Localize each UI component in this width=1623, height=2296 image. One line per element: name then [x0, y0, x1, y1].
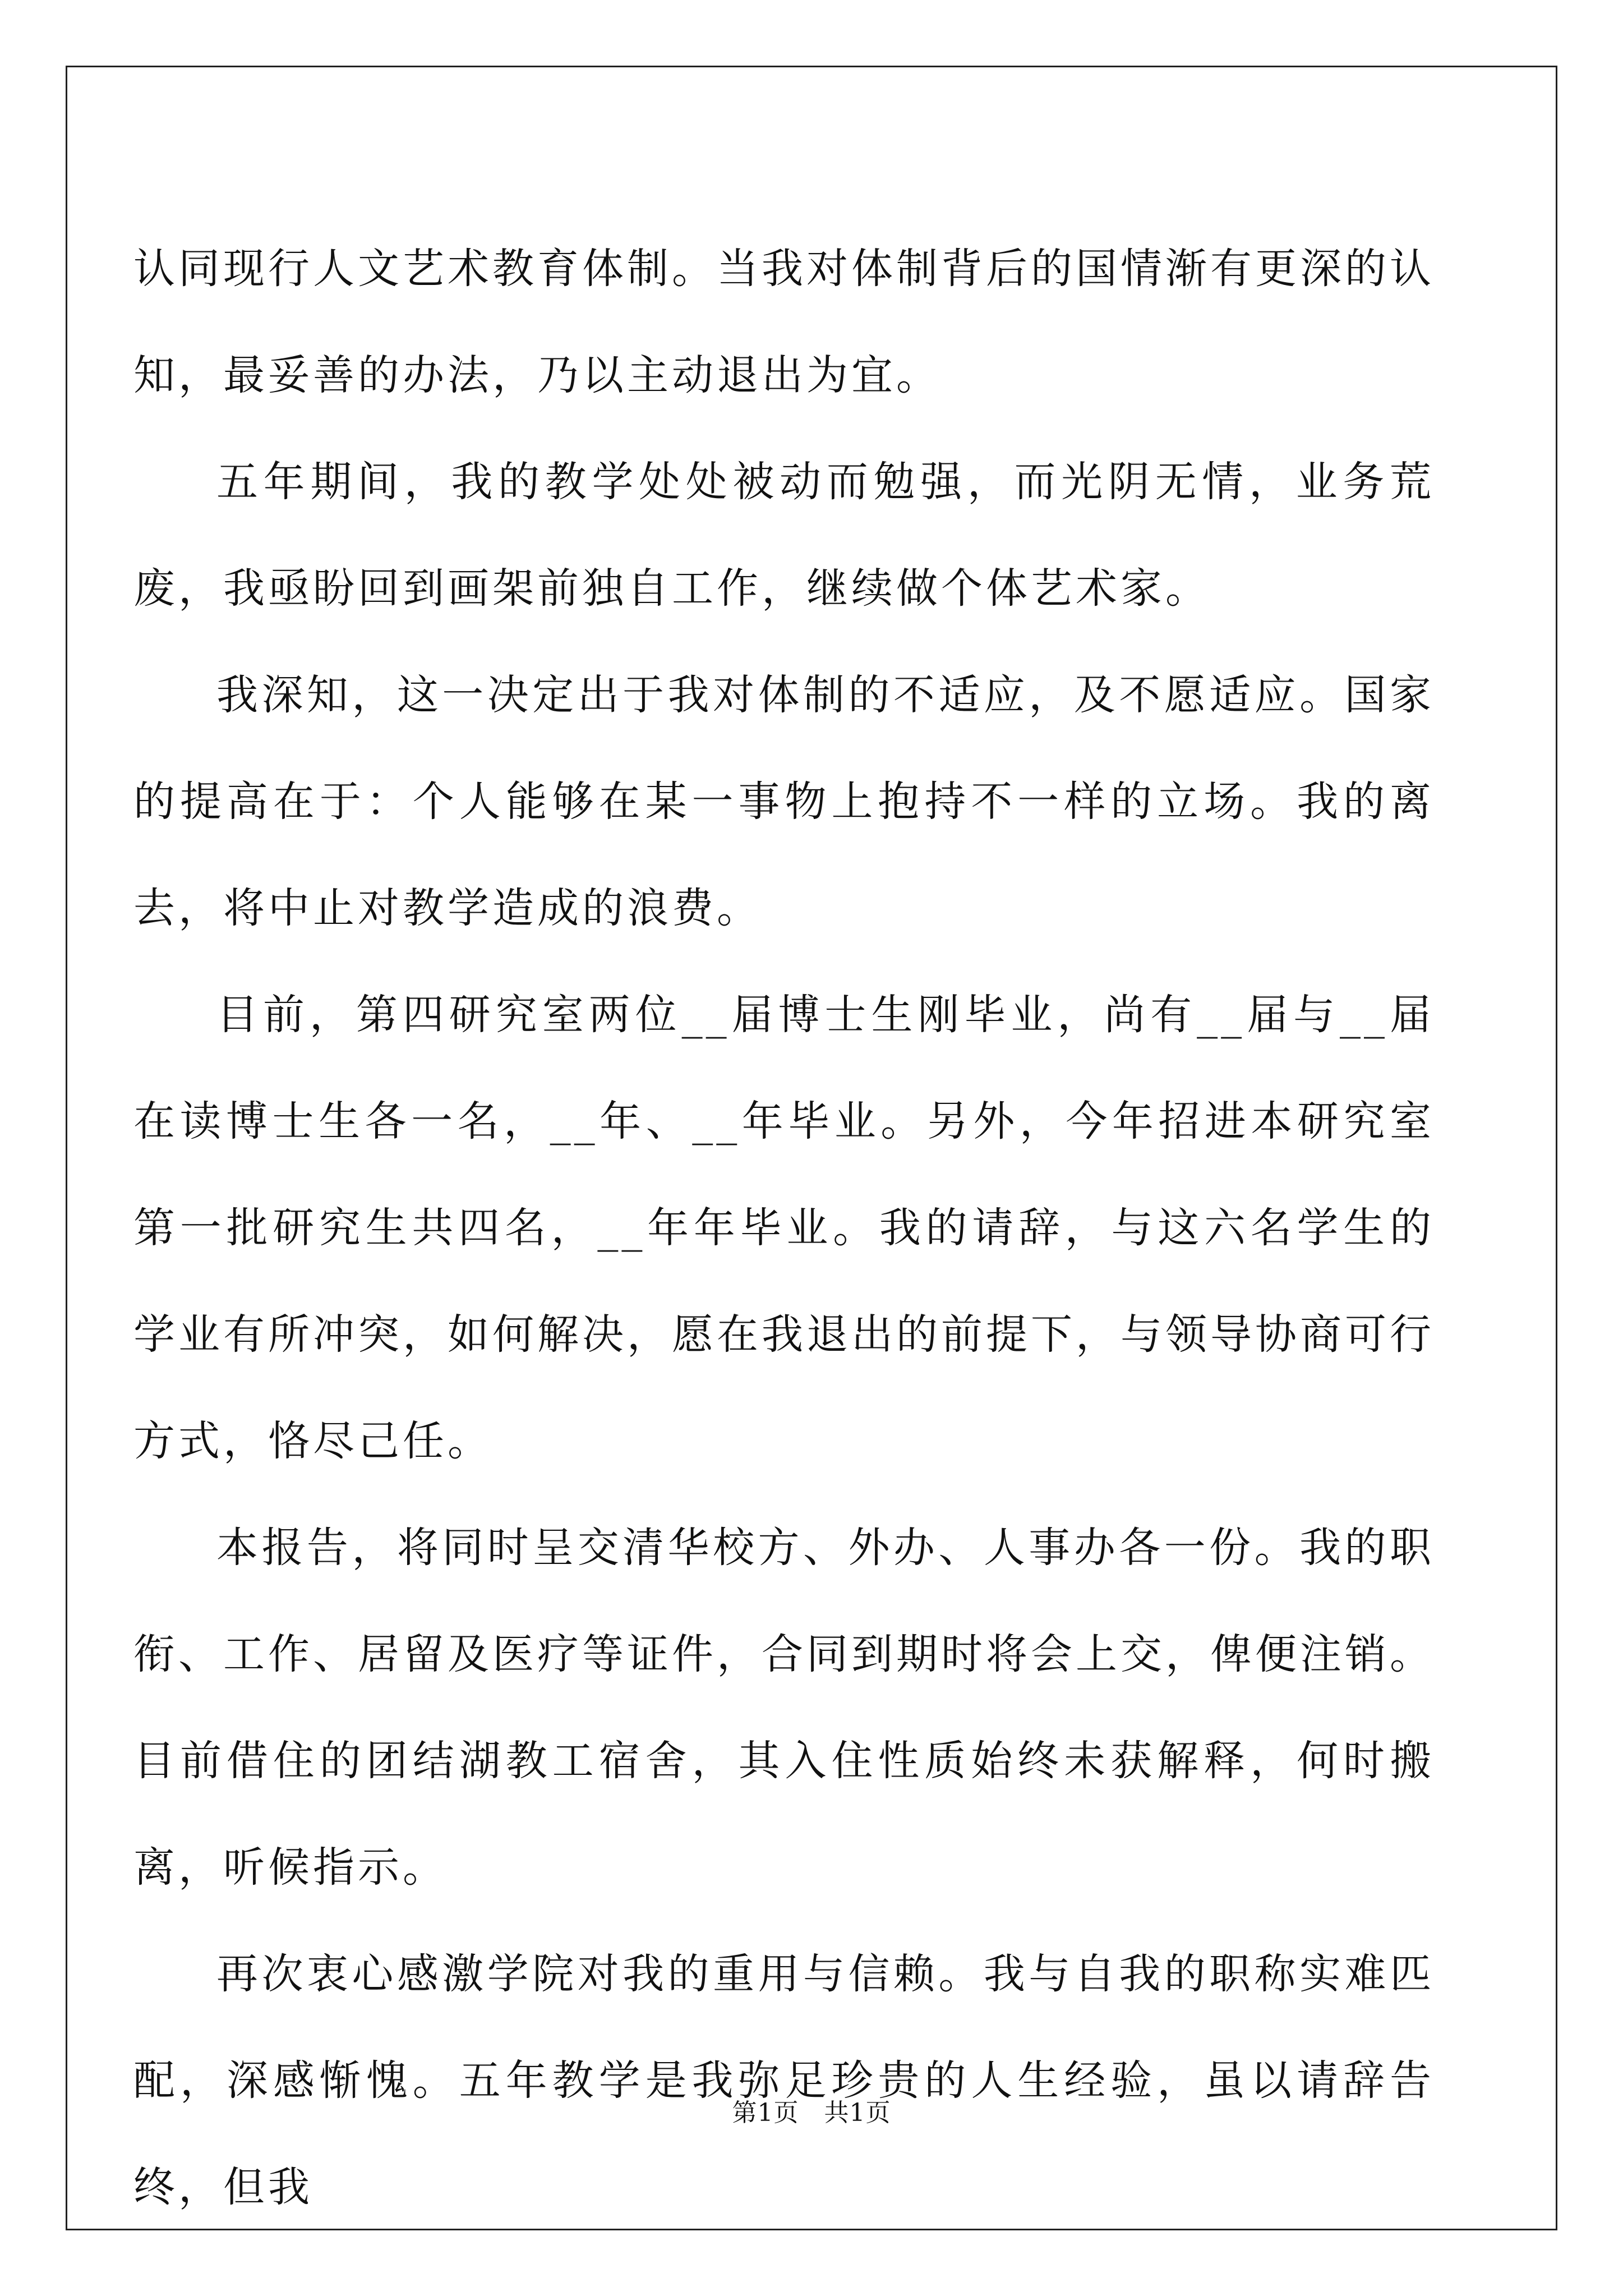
paragraph-students: 目前，第四研究室两位__届博士生刚毕业，尚有__届与__届在读博士生各一名，__年、__年毕业。另外，今年招进本研究室第一批研究生共四名，__年年毕业。我的请辞，与这六名学生的学业有所冲突，如何解决，愿在我退出的前提下，与领导协商可行方式，恪尽己任。 — [133, 991, 1435, 1465]
paragraph-decision: 我深知，这一决定出于我对体制的不适应，及不愿适应。国家的提高在于：个人能够在某一事物上抱持不一样的立场。我的离去，将中止对教学造成的浪费。 — [133, 671, 1435, 932]
paragraph-continuation: 认同现行人文艺术教育体制。当我对体制背后的国情渐有更深的认知，最妥善的办法，乃以主动退出为宜。 — [133, 245, 1435, 399]
page-number-footer: 第1页 共1页 — [732, 2099, 891, 2127]
paragraph-five-years: 五年期间，我的教学处处被动而勉强，而光阴无情，业务荒废，我亟盼回到画架前独自工作，继续做个体艺术家。 — [133, 458, 1435, 613]
paragraph-thanks: 再次衷心感激学院对我的重用与信赖。我与自我的职称实难匹配，深感惭愧。五年教学是我弥足珍贵的人生经验，虽以请辞告终，但我 — [133, 1950, 1435, 2211]
document-body — [133, 215, 1435, 2240]
paragraph-report: 本报告，将同时呈交清华校方、外办、人事办各一份。我的职衔、工作、居留及医疗等证件，合同到期时将会上交，俾便注销。目前借住的团结湖教工宿舍，其入住性质始终未获解释，何时搬离，听候指示。 — [133, 1524, 1435, 1892]
